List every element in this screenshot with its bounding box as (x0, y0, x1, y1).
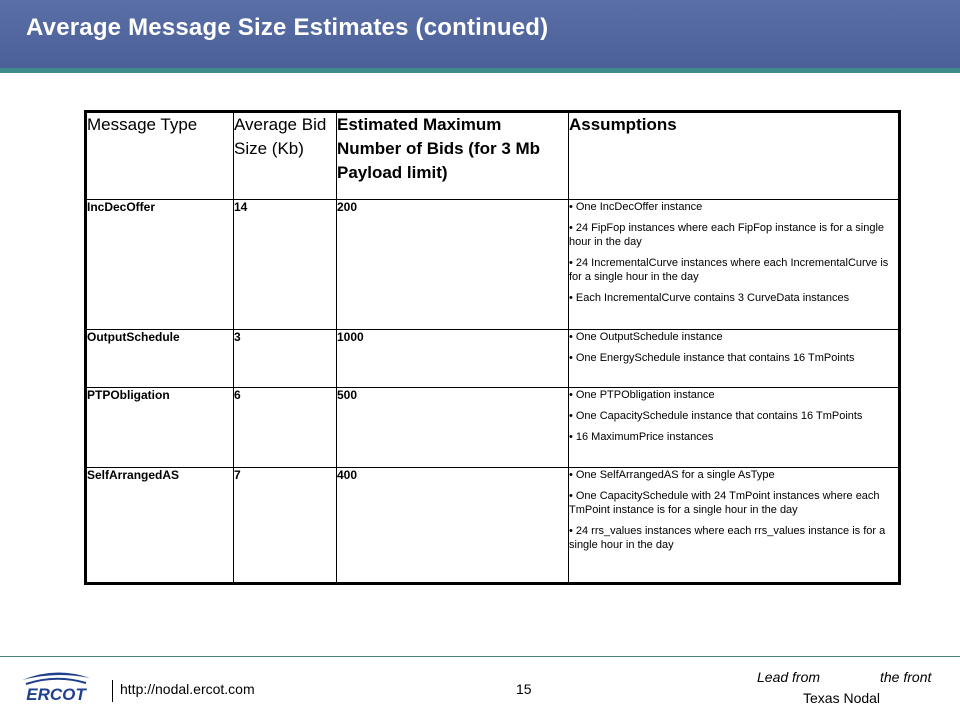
header-message-type: Message Type (86, 112, 234, 200)
bid-size-cell: 7 (234, 468, 337, 584)
bid-size-cell: 14 (234, 200, 337, 330)
max-bids-cell: 500 (337, 388, 569, 468)
assumptions-cell (569, 468, 900, 584)
assumption-text: 16 MaximumPrice instances (575, 431, 714, 443)
bullet-icon: • (569, 490, 573, 502)
assumptions-cell (569, 388, 900, 468)
assumption-item (569, 468, 898, 482)
max-bids-cell: 400 (337, 468, 569, 584)
title-banner-stripe (0, 68, 960, 73)
bullet-icon: • (569, 331, 573, 343)
bullet-icon: • (569, 257, 573, 269)
assumption-item (569, 524, 898, 552)
assumption-text: One SelfArrangedAS for a single AsType (575, 469, 775, 481)
assumption-item (569, 409, 898, 423)
table-row (86, 200, 900, 330)
tagline-texas-nodal: Texas Nodal (803, 690, 881, 706)
footer-separator (112, 680, 113, 702)
assumption-item (569, 489, 898, 517)
assumption-text: One EnergySchedule instance that contains 16 TmPoints (575, 352, 855, 364)
assumptions-cell (569, 200, 900, 330)
bullet-icon: • (569, 389, 573, 401)
assumption-item (569, 430, 898, 444)
footer-divider (0, 656, 960, 657)
assumption-item (569, 351, 898, 365)
assumption-text: Each IncrementalCurve contains 3 CurveData instances (575, 292, 850, 304)
assumption-item (569, 200, 898, 214)
assumption-item (569, 388, 898, 402)
max-bids-cell: 200 (337, 200, 569, 330)
assumption-item (569, 330, 898, 344)
bullet-icon: • (569, 201, 573, 213)
header-estimated-max-bids: Estimated Maximum Number of Bids (for 3 Mb Payload limit) (337, 112, 569, 200)
message-type-cell: IncDecOffer (86, 200, 234, 330)
assumption-text: One IncDecOffer instance (575, 201, 703, 213)
max-bids-cell: 1000 (337, 330, 569, 388)
assumptions-cell (569, 330, 900, 388)
bullet-icon: • (569, 410, 573, 422)
assumption-text: One PTPObligation instance (575, 389, 715, 401)
table-row (86, 330, 900, 388)
footer-url-link[interactable]: http://nodal.ercot.com (120, 681, 255, 697)
assumption-item (569, 221, 898, 249)
table-row (86, 468, 900, 584)
assumption-text: One OutputSchedule instance (575, 331, 723, 343)
message-size-table (84, 110, 901, 585)
assumption-text: 24 IncrementalCurve instances where each IncrementalCurve is for a single hour in the day (569, 257, 889, 283)
message-type-cell: PTPObligation (86, 388, 234, 468)
header-assumptions: Assumptions (569, 112, 900, 200)
assumption-text: One CapacitySchedule instance that contains 16 TmPoints (575, 410, 863, 422)
bullet-icon: • (569, 431, 573, 443)
svg-text:ERCOT: ERCOT (26, 685, 86, 704)
message-type-cell: OutputSchedule (86, 330, 234, 388)
table-header-row (86, 112, 900, 200)
bullet-icon: • (569, 292, 573, 304)
ercot-logo (16, 664, 96, 708)
assumption-item (569, 291, 898, 305)
message-type-cell: SelfArrangedAS (86, 468, 234, 584)
bid-size-cell: 3 (234, 330, 337, 388)
bullet-icon: • (569, 525, 573, 537)
assumption-text: 24 rrs_values instances where each rrs_values instance is for a single hour in the day (569, 525, 886, 551)
assumption-text: One CapacitySchedule with 24 TmPoint instances where each TmPoint instance is for a single hour in the day (569, 490, 880, 516)
bullet-icon: • (569, 469, 573, 481)
bid-size-cell: 6 (234, 388, 337, 468)
tagline-lead-from: Lead from (757, 669, 821, 685)
assumption-text: 24 FipFop instances where each FipFop instance is for a single hour in the day (569, 222, 885, 248)
slide-title: Average Message Size Estimates (continued) (26, 14, 549, 41)
bullet-icon: • (569, 352, 573, 364)
table-row (86, 388, 900, 468)
assumption-item (569, 256, 898, 284)
page-number: 15 (516, 681, 532, 697)
header-average-bid-size: Average Bid Size (Kb) (234, 112, 337, 200)
bullet-icon: • (569, 222, 573, 234)
tagline-the-front: the front (880, 669, 932, 685)
